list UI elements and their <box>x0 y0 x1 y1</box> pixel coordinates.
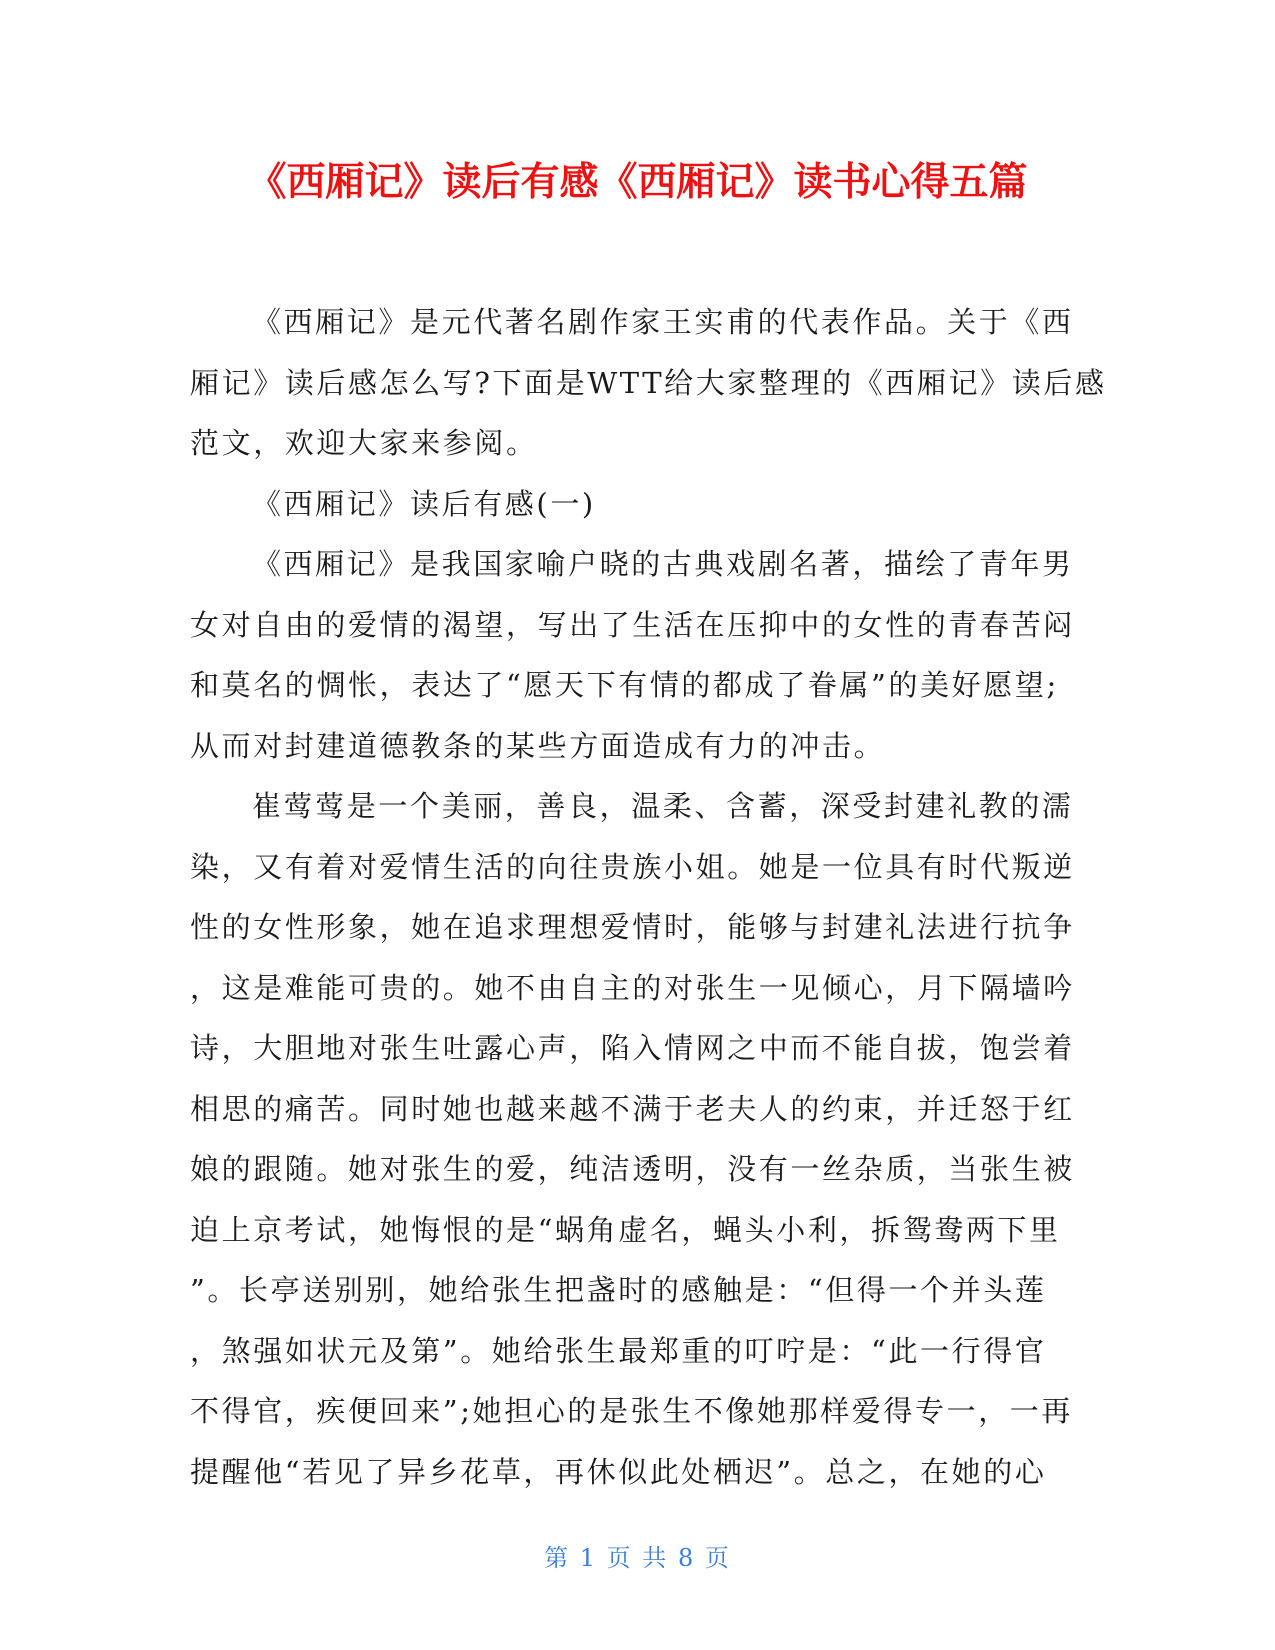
section-heading: 《西厢记》读后有感(一) <box>252 486 596 521</box>
body-line: 染，又有着对爱情生活的向往贵族小姐。她是一位具有时代叛逆 <box>190 849 1075 884</box>
body-line: ，这是难能可贵的。她不由自主的对张生一见倾心，月下隔墙吟 <box>190 970 1075 1005</box>
body-line: 《西厢记》是元代著名剧作家王实甫的代表作品。关于《西 <box>252 305 1074 339</box>
body-line: 厢记》读后感怎么写?下面是WTT给大家整理的《西厢记》读后感 <box>190 365 1107 400</box>
document-title: 《西厢记》读后有感《西厢记》读书心得五篇 <box>247 160 1028 205</box>
body-line: 《西厢记》是我国家喻户晓的古典戏剧名著，描绘了青年男 <box>252 547 1074 581</box>
page-number-footer: 第 1 页 共 8 页 <box>544 1544 731 1572</box>
body-line: 崔莺莺是一个美丽，善良，温柔、含蓄，深受封建礼教的濡 <box>252 789 1074 823</box>
body-line: 从而对封建道德教条的某些方面造成有力的冲击。 <box>190 728 886 763</box>
body-line: 性的女性形象，她在追求理想爱情时，能够与封建礼法进行抗争 <box>190 910 1075 944</box>
body-line: 诗，大胆地对张生吐露心声，陷入情网之中而不能自拔，饱尝着 <box>190 1031 1075 1065</box>
document-body <box>190 292 1107 1502</box>
body-line: 娘的跟随。她对张生的爱，纯洁透明，没有一丝杂质，当张生被 <box>190 1152 1075 1186</box>
body-line: 女对自由的爱情的渴望，写出了生活在压抑中的女性的青春苦闷 <box>190 607 1075 642</box>
body-line: 迫上京考试，她悔恨的是“蜗角虚名，蝇头小利，拆鸳鸯两下里 <box>190 1212 1061 1247</box>
body-line: ”。长亭送别别，她给张生把盏时的感触是：“但得一个并头莲 <box>190 1273 1047 1307</box>
body-line: 范文，欢迎大家来参阅。 <box>190 426 538 460</box>
body-line: 相思的痛苦。同时她也越来越不满于老夫人的约束，并迁怒于红 <box>190 1091 1075 1126</box>
body-line: 不得官，疾便回来”;她担心的是张生不像她那样爱得专一，一再 <box>190 1394 1073 1428</box>
body-line: 提醒他“若见了异乡花草，再休似此处栖迟”。总之，在她的心 <box>190 1454 1047 1489</box>
body-line: ，煞强如状元及第”。她给张生最郑重的叮咛是：“此一行得官 <box>190 1333 1047 1368</box>
body-line: 和莫名的惆怅，表达了“愿天下有情的都成了眷属”的美好愿望; <box>190 668 1059 702</box>
